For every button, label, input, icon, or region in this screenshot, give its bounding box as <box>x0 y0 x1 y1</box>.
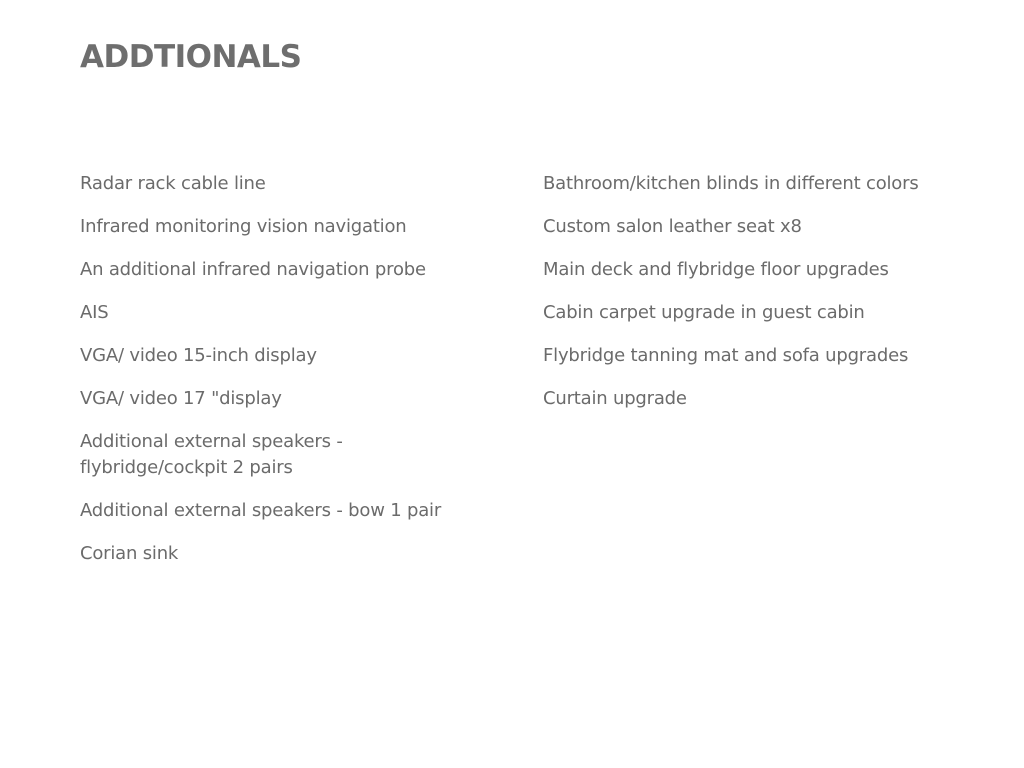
list-item: Main deck and flybridge floor upgrades <box>543 259 889 280</box>
list-item: Custom salon leather seat x8 <box>543 216 802 237</box>
list-item: VGA/ video 15-inch display <box>80 345 317 366</box>
list-item: Cabin carpet upgrade in guest cabin <box>543 302 865 323</box>
list-item: Flybridge tanning mat and sofa upgrades <box>543 345 909 366</box>
list-item: AIS <box>80 302 109 323</box>
list-item: VGA/ video 17 "display <box>80 388 282 409</box>
left-item-list <box>80 171 500 584</box>
list-item: Bathroom/kitchen blinds in different colors <box>543 173 919 194</box>
list-item: An additional infrared navigation probe <box>80 259 426 280</box>
list-item: Infrared monitoring vision navigation <box>80 216 407 237</box>
list-item: Curtain upgrade <box>543 388 687 409</box>
list-item: Additional external speakers - flybridge/cockpit 2 pairs <box>80 431 343 478</box>
list-item: Radar rack cable line <box>80 173 266 194</box>
list-item: Additional external speakers - bow 1 pair <box>80 500 442 521</box>
right-item-list <box>543 171 983 429</box>
page-title: ADDTIONALS <box>80 39 302 75</box>
list-item: Corian sink <box>80 543 179 564</box>
